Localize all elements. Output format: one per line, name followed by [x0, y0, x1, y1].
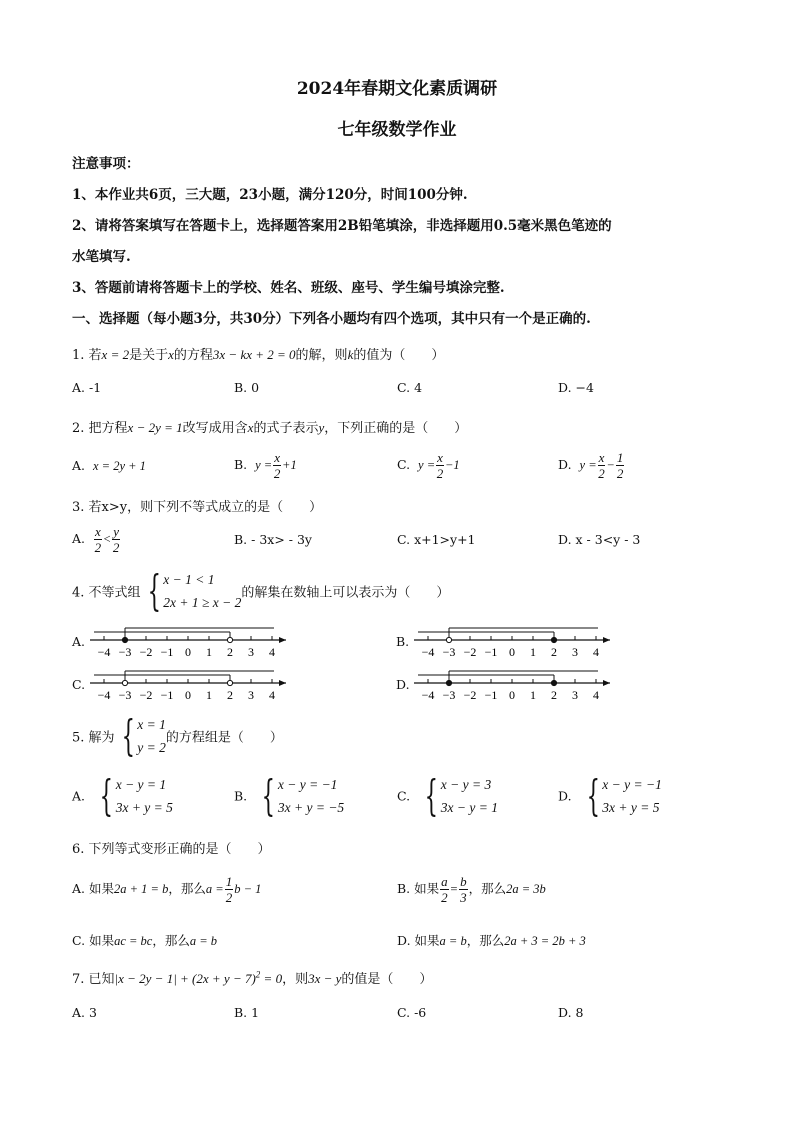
tick-label: 1	[530, 688, 536, 702]
q1-option-c: C. 4	[397, 380, 423, 395]
question-3: 3. 若x>y，则下列不等式成立的是（ ）	[72, 500, 323, 515]
q1-option-a: A. -1	[72, 380, 102, 395]
tick-label: −1	[160, 688, 174, 702]
question-2: 2. 把方程x − 2y = 1改写成用含x的式子表示y，下列正确的是（ ）	[72, 420, 468, 436]
tick-label: 3	[572, 645, 578, 659]
tick-label: −3	[442, 688, 456, 702]
q2-option-a: A. x = 2y + 1	[72, 458, 146, 473]
tick-label: −1	[484, 645, 498, 659]
tick-label: 3	[572, 688, 578, 702]
tick-label: 4	[269, 645, 275, 659]
q5-option-d: D. { x − y = −1 3x + y = 5	[558, 771, 662, 820]
tick-label: −2	[139, 688, 153, 702]
endpoint-marker	[227, 680, 232, 685]
tick-label: 2	[551, 645, 557, 659]
q7-option-c: C. -6	[397, 1005, 427, 1020]
tick-label: 2	[227, 688, 233, 702]
tick-label: 2	[551, 688, 557, 702]
tick-label: −2	[463, 688, 477, 702]
q2-option-c: C. y = $\frac{x}{2}$ −1	[397, 450, 460, 481]
note-1: 1、本作业共6页，三大题，23小题，满分120分，时间100分钟.	[72, 187, 468, 203]
tick-label: −2	[463, 645, 477, 659]
q7-option-d: D. 8	[558, 1005, 584, 1020]
tick-label: 1	[206, 688, 212, 702]
tick-label: −1	[160, 645, 174, 659]
q4-number-line-d	[410, 663, 620, 705]
question-1: 1. 若x = 2是关于x的方程3x − kx + 2 = 0的解，则k的值为（ ）	[72, 347, 445, 363]
tick-label: −4	[97, 645, 111, 659]
q4-number-line-b	[410, 620, 620, 662]
q6-option-b: B. 如果 $\frac{a}{2}$ = $\frac{b}{3}$ ，那么2a = 3b	[397, 874, 546, 905]
q4-number-line-a	[86, 620, 296, 662]
endpoint-marker	[551, 637, 556, 642]
notes-heading: 注意事项：	[72, 156, 140, 172]
tick-label: −2	[139, 645, 153, 659]
q3-option-b: B. - 3x> - 3y	[234, 532, 312, 547]
tick-label: 0	[185, 688, 191, 702]
q3-option-c: C. x+1>y+1	[397, 532, 476, 547]
endpoint-marker	[446, 637, 451, 642]
tick-label: −4	[421, 645, 435, 659]
q7-option-a: A. 3	[72, 1005, 97, 1020]
question-7: 7. 已知$|x - 2y - 1| + (2x + y - 7)^2 = 0$，则3x − y的值是（ ）	[72, 969, 433, 987]
q4-option-d-label: D.	[396, 677, 410, 692]
q5-option-a: A. { x − y = 1 3x + y = 5	[72, 771, 173, 820]
q6-option-a: A. 如果2a + 1 = b，那么a = $\frac{1}{2}$ b − 1	[72, 874, 262, 905]
section-1-heading: 一、选择题（每小题3分，共30分）下列各小题均有四个选项，其中只有一个是正确的.	[72, 311, 591, 327]
endpoint-marker	[122, 637, 127, 642]
tick-label: 4	[593, 645, 599, 659]
endpoint-marker	[122, 680, 127, 685]
tick-label: −1	[484, 688, 498, 702]
question-4: 4. 不等式组 { x − 1 < 1 2x + 1 ≥ x − 2 的解集在数轴上可以表示为（ ）	[72, 566, 450, 615]
tick-label: −3	[118, 688, 132, 702]
q3-option-a: A. $\frac{x}{2}$ < $\frac{y}{2}$	[72, 524, 120, 555]
q4-option-b-label: B.	[396, 634, 410, 649]
q4-number-line-c	[86, 663, 296, 705]
document-subtitle: 七年级数学作业	[337, 120, 457, 140]
tick-label: −4	[97, 688, 111, 702]
tick-label: 3	[248, 688, 254, 702]
tick-label: 4	[269, 688, 275, 702]
tick-label: 1	[530, 645, 536, 659]
question-6: 6. 下列等式变形正确的是（ ）	[72, 842, 271, 857]
q3-option-d: D. x - 3<y - 3	[558, 532, 641, 547]
q6-option-d: D. 如果a = b，那么2a + 3 = 2b + 3	[397, 933, 586, 948]
q4-option-c-label: C.	[72, 677, 86, 692]
q1-option-d: D. −4	[558, 380, 594, 395]
question-5: 5. 解为 { x = 1 y = 2 的方程组是（ ）	[72, 711, 283, 760]
tick-label: 0	[509, 645, 515, 659]
tick-label: 4	[593, 688, 599, 702]
endpoint-marker	[227, 637, 232, 642]
tick-label: −3	[118, 645, 132, 659]
q1-option-b: B. 0	[234, 380, 260, 395]
q4-option-a-label: A.	[72, 634, 86, 649]
tick-label: 1	[206, 645, 212, 659]
tick-label: −4	[421, 688, 435, 702]
q5-option-b: B. { x − y = −1 3x + y = −5	[234, 771, 345, 820]
tick-label: 0	[185, 645, 191, 659]
q7-option-b: B. 1	[234, 1005, 260, 1020]
endpoint-marker	[446, 680, 451, 685]
tick-label: −3	[442, 645, 456, 659]
tick-label: 3	[248, 645, 254, 659]
note-2b: 水笔填写.	[72, 249, 131, 265]
tick-label: 0	[509, 688, 515, 702]
q5-option-c: C. { x − y = 3 3x − y = 1	[397, 771, 498, 820]
q2-option-b: B. y = $\frac{x}{2}$ +1	[234, 450, 297, 481]
q6-option-c: C. 如果ac = bc，那么a = b	[72, 933, 218, 948]
endpoint-marker	[551, 680, 556, 685]
note-3: 3、答题前请将答题卡上的学校、姓名、班级、座号、学生编号填涂完整.	[72, 280, 505, 296]
note-2a: 2、请将答案填写在答题卡上，选择题答案用2B铅笔填涂，非选择题用0.5毫米黑色笔迹的	[72, 218, 612, 234]
tick-label: 2	[227, 645, 233, 659]
q2-option-d: D. y = $\frac{x}{2}$ − $\frac{1}{2}$	[558, 450, 624, 481]
document-title: 2024年春期文化素质调研	[296, 79, 498, 99]
